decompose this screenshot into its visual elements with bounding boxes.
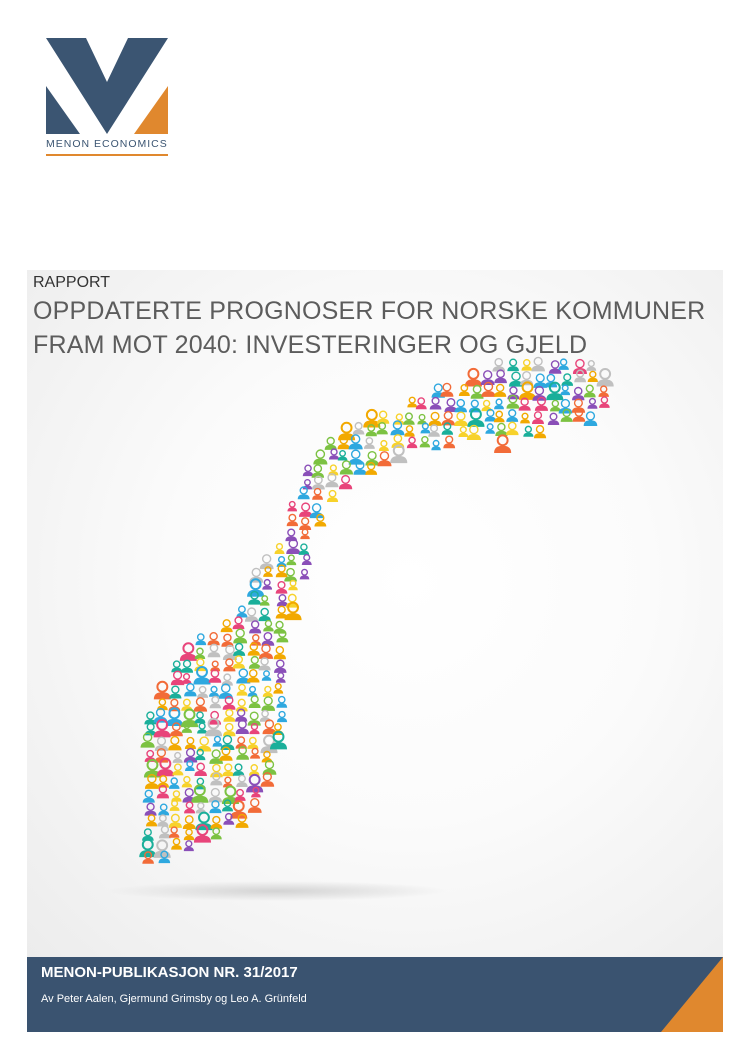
person-icon bbox=[286, 555, 296, 565]
person-icon bbox=[494, 370, 507, 383]
person-icon bbox=[184, 684, 196, 697]
person-icon bbox=[197, 687, 208, 698]
person-icon bbox=[262, 671, 272, 681]
publication-footer bbox=[27, 957, 723, 1032]
person-icon bbox=[180, 643, 197, 661]
person-icon bbox=[288, 580, 298, 590]
person-icon bbox=[194, 698, 207, 712]
person-icon bbox=[430, 398, 442, 410]
person-icon bbox=[195, 648, 206, 659]
person-icon bbox=[233, 643, 245, 655]
person-icon bbox=[263, 621, 274, 632]
person-icon bbox=[416, 398, 427, 409]
person-icon bbox=[520, 413, 530, 423]
publication-number: MENON-PUBLIKASJON NR. 31/2017 bbox=[41, 964, 298, 981]
person-icon bbox=[349, 450, 363, 465]
person-icon bbox=[169, 827, 179, 838]
person-icon bbox=[277, 712, 287, 723]
person-icon bbox=[302, 555, 312, 565]
person-icon bbox=[145, 803, 157, 815]
person-icon bbox=[236, 720, 249, 734]
person-icon bbox=[465, 369, 482, 387]
person-icon bbox=[312, 489, 323, 500]
person-icon bbox=[548, 413, 559, 425]
person-icon bbox=[586, 361, 596, 371]
person-icon bbox=[263, 761, 277, 775]
person-icon bbox=[185, 738, 196, 749]
person-icon bbox=[534, 426, 546, 439]
person-icon bbox=[223, 659, 235, 671]
person-icon bbox=[303, 480, 313, 490]
map-shadow bbox=[107, 881, 447, 901]
person-icon bbox=[584, 385, 596, 397]
person-icon bbox=[169, 814, 182, 827]
person-icon bbox=[523, 426, 533, 436]
person-icon bbox=[221, 634, 233, 646]
person-icon bbox=[287, 502, 297, 512]
person-icon bbox=[212, 736, 222, 746]
person-icon bbox=[313, 450, 327, 464]
person-icon bbox=[454, 412, 467, 426]
person-icon bbox=[274, 647, 286, 660]
person-icon bbox=[300, 529, 310, 539]
person-icon bbox=[154, 682, 171, 700]
person-icon bbox=[183, 816, 196, 829]
person-icon bbox=[261, 697, 275, 711]
person-icon bbox=[274, 660, 286, 673]
person-icon bbox=[146, 815, 157, 826]
person-icon bbox=[222, 764, 234, 776]
person-icon bbox=[195, 634, 206, 645]
person-icon bbox=[195, 712, 206, 723]
person-icon bbox=[494, 435, 511, 453]
menon-logo bbox=[46, 38, 168, 160]
person-icon bbox=[390, 446, 407, 464]
person-icon bbox=[276, 673, 286, 683]
person-icon bbox=[299, 518, 311, 530]
person-icon bbox=[299, 503, 312, 517]
person-icon bbox=[588, 371, 598, 382]
person-icon bbox=[353, 423, 365, 435]
person-icon bbox=[262, 633, 275, 646]
person-icon bbox=[171, 839, 182, 850]
person-icon bbox=[184, 802, 195, 813]
person-icon bbox=[246, 775, 263, 793]
person-icon bbox=[221, 620, 233, 632]
person-icon bbox=[407, 437, 418, 448]
person-icon bbox=[572, 388, 584, 401]
person-icon bbox=[428, 425, 440, 437]
person-icon bbox=[329, 449, 339, 459]
person-icon bbox=[182, 674, 192, 684]
person-icon bbox=[598, 386, 609, 397]
person-icon bbox=[170, 801, 180, 811]
person-icon bbox=[169, 686, 181, 698]
person-icon bbox=[455, 400, 467, 413]
person-icon bbox=[287, 514, 298, 526]
person-icon bbox=[587, 399, 597, 409]
person-icon bbox=[182, 777, 192, 788]
person-icon bbox=[233, 629, 247, 643]
person-icon bbox=[403, 413, 414, 425]
person-icon bbox=[237, 684, 248, 695]
person-icon bbox=[572, 399, 585, 413]
person-icon bbox=[379, 441, 389, 451]
person-icon bbox=[210, 764, 223, 777]
person-icon bbox=[407, 397, 417, 407]
person-icon bbox=[210, 817, 222, 829]
person-icon bbox=[584, 412, 598, 426]
person-icon bbox=[467, 425, 481, 439]
person-icon bbox=[233, 617, 245, 629]
norway-people-map bbox=[27, 270, 723, 960]
person-icon bbox=[181, 660, 193, 672]
person-icon bbox=[184, 829, 195, 840]
person-icon bbox=[325, 474, 338, 488]
person-icon bbox=[260, 596, 270, 606]
person-icon bbox=[236, 606, 247, 617]
person-icon bbox=[276, 565, 288, 577]
person-icon bbox=[561, 374, 573, 386]
person-icon bbox=[325, 437, 337, 449]
person-icon bbox=[249, 696, 261, 708]
person-icon bbox=[247, 670, 259, 683]
person-icon bbox=[261, 773, 275, 787]
person-icon bbox=[273, 684, 283, 694]
person-icon bbox=[443, 436, 455, 448]
person-icon bbox=[364, 438, 375, 449]
person-icon bbox=[485, 424, 495, 434]
person-icon bbox=[223, 724, 235, 737]
person-icon bbox=[249, 657, 261, 669]
person-icon bbox=[236, 747, 249, 760]
people-icons bbox=[139, 357, 613, 863]
person-icon bbox=[274, 544, 284, 554]
person-icon bbox=[250, 748, 260, 758]
person-icon bbox=[519, 398, 531, 410]
logo-underline bbox=[46, 154, 168, 156]
person-icon bbox=[440, 383, 453, 396]
person-icon bbox=[339, 476, 352, 490]
person-icon bbox=[259, 658, 271, 670]
menon-logo-mark bbox=[46, 38, 168, 134]
person-icon bbox=[458, 427, 468, 437]
report-title: OPPDATERTE PROGNOSER FOR NORSKE KOMMUNER FRAM MOT 2040: INVESTERINGER OG GJELD bbox=[33, 297, 706, 359]
person-icon bbox=[299, 544, 310, 555]
person-icon bbox=[303, 465, 314, 476]
person-icon bbox=[158, 804, 169, 815]
person-icon bbox=[494, 384, 506, 397]
person-icon bbox=[248, 687, 258, 697]
person-icon bbox=[327, 491, 338, 502]
person-icon bbox=[233, 764, 244, 776]
person-icon bbox=[310, 504, 324, 518]
person-icon bbox=[247, 737, 258, 748]
person-icon bbox=[338, 451, 348, 461]
person-icon bbox=[236, 775, 247, 787]
person-icon bbox=[169, 778, 180, 789]
person-icon bbox=[394, 414, 404, 425]
person-icon bbox=[259, 608, 271, 621]
person-icon bbox=[209, 801, 221, 813]
person-icon bbox=[223, 710, 235, 722]
person-icon bbox=[550, 400, 561, 411]
logo-text: MENON ECONOMICS bbox=[46, 138, 168, 150]
person-icon bbox=[276, 582, 288, 594]
person-icon bbox=[171, 791, 181, 802]
person-icon bbox=[208, 644, 221, 657]
person-icon bbox=[209, 686, 219, 696]
person-icon bbox=[263, 686, 273, 696]
person-icon bbox=[197, 723, 207, 733]
person-icon bbox=[259, 644, 273, 658]
person-icon bbox=[173, 753, 183, 763]
person-icon bbox=[139, 840, 156, 858]
person-icon bbox=[599, 397, 610, 408]
person-icon bbox=[312, 476, 325, 489]
person-icon bbox=[208, 633, 220, 646]
person-icon bbox=[495, 423, 507, 436]
person-icon bbox=[194, 763, 206, 776]
person-icon bbox=[494, 399, 504, 409]
person-icon bbox=[506, 410, 518, 422]
person-icon bbox=[429, 412, 442, 425]
person-icon bbox=[532, 412, 544, 424]
person-icon bbox=[286, 540, 300, 554]
person-icon bbox=[300, 569, 310, 579]
report-label: RAPPORT bbox=[33, 274, 111, 291]
person-icon bbox=[168, 737, 181, 751]
person-icon bbox=[209, 670, 222, 683]
person-icon bbox=[431, 441, 441, 451]
footer-accent-triangle bbox=[661, 957, 723, 1032]
person-icon bbox=[184, 841, 194, 851]
person-icon bbox=[404, 426, 415, 437]
person-icon bbox=[249, 621, 261, 633]
person-icon bbox=[262, 580, 272, 590]
person-icon bbox=[157, 815, 168, 826]
person-icon bbox=[248, 799, 262, 813]
person-icon bbox=[494, 411, 505, 422]
person-icon bbox=[245, 608, 258, 622]
person-icon bbox=[506, 422, 519, 435]
person-icon bbox=[597, 369, 614, 387]
person-icon bbox=[420, 437, 430, 448]
person-icon bbox=[560, 385, 570, 395]
person-icon bbox=[171, 661, 182, 672]
person-icon bbox=[277, 595, 288, 606]
person-icon bbox=[377, 411, 389, 424]
person-icon bbox=[276, 697, 287, 708]
person-icon bbox=[172, 764, 183, 775]
authors-line: Av Peter Aalen, Gjermund Grimsby og Leo A. Grünfeld bbox=[41, 993, 307, 1005]
cover-illustration bbox=[27, 270, 723, 960]
person-icon bbox=[143, 790, 155, 802]
person-icon bbox=[377, 452, 391, 466]
